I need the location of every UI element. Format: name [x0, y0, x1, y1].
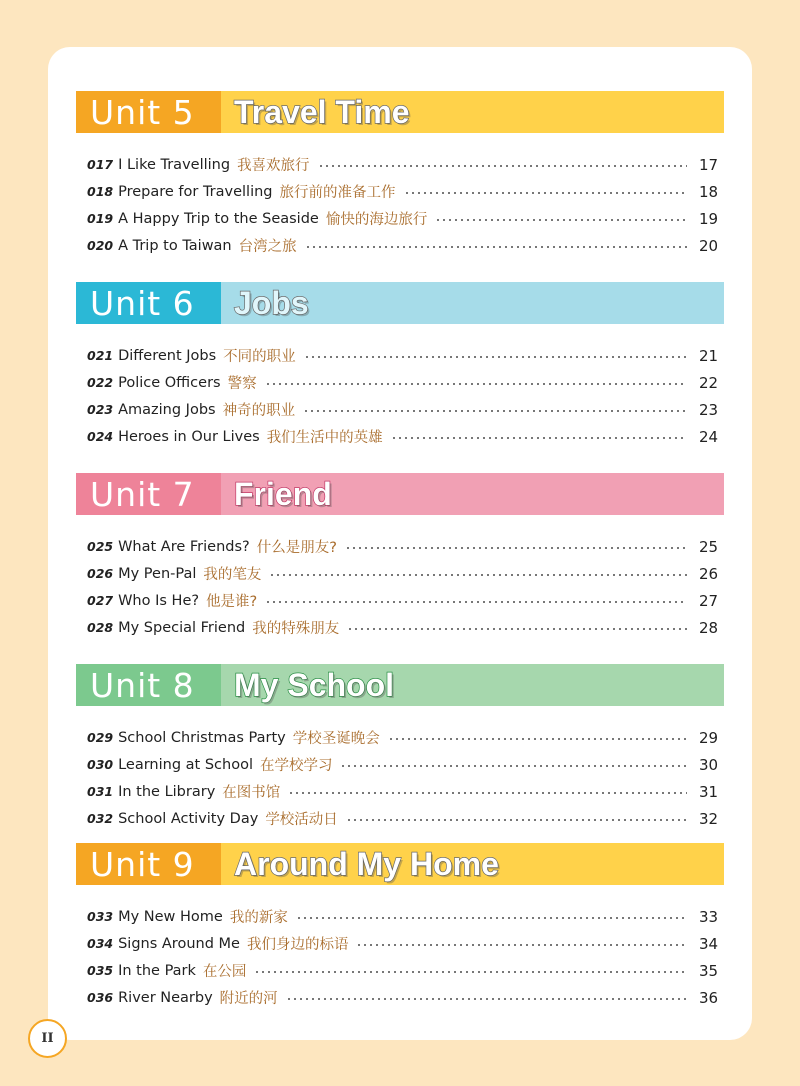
entry-page: 32 [699, 809, 719, 828]
entry-title-en: A Happy Trip to the Seaside [118, 210, 319, 227]
entry-page: 35 [699, 961, 719, 980]
entry-number: 027 [87, 593, 114, 608]
toc-entry[interactable] [87, 778, 717, 805]
dot-leader [303, 410, 687, 412]
dot-leader [340, 765, 687, 767]
toc-entry[interactable] [87, 533, 717, 560]
entry-number: 022 [87, 375, 114, 390]
unit-tag: Unit 9 [76, 843, 221, 885]
entry-page: 20 [699, 236, 719, 255]
entry-title-cn: 旅行前的准备工作 [279, 185, 396, 201]
unit-9-section [76, 843, 724, 1007]
unit-title: My School [234, 666, 395, 703]
unit-banner [76, 664, 724, 706]
entry-page: 28 [699, 618, 719, 637]
entry-page: 34 [699, 934, 719, 953]
toc-entry[interactable] [87, 205, 717, 232]
unit-8-section [76, 664, 724, 828]
dot-leader [265, 383, 687, 385]
entry-title-en: Police Officers [118, 374, 221, 391]
entry-title-en: Learning at School [118, 756, 253, 773]
entry-title-en: My Pen-Pal [118, 565, 197, 582]
entry-number: 028 [87, 620, 114, 635]
toc-entry[interactable] [87, 232, 717, 259]
entry-number: 036 [87, 990, 114, 1005]
entry-title-cn: 我们生活中的英雄 [266, 430, 383, 446]
toc-entry[interactable] [87, 984, 717, 1011]
unit-banner [76, 91, 724, 133]
entry-number: 021 [87, 348, 114, 363]
entry-title-cn: 我的特殊朋友 [252, 621, 340, 637]
entry-page: 36 [699, 988, 719, 1007]
toc-entry[interactable] [87, 342, 717, 369]
unit-tag: Unit 8 [76, 664, 221, 706]
unit-5-section [76, 91, 724, 255]
toc-entry[interactable] [87, 930, 717, 957]
entry-page: 17 [699, 155, 719, 174]
unit-7-section [76, 473, 724, 637]
entry-number: 035 [87, 963, 114, 978]
entry-page: 25 [699, 537, 719, 556]
entry-title-en: Different Jobs [118, 347, 217, 364]
toc-entry[interactable] [87, 614, 717, 641]
dot-leader [304, 356, 687, 358]
entry-number: 033 [87, 909, 114, 924]
entry-page: 29 [699, 728, 719, 747]
entry-number: 031 [87, 784, 114, 799]
entry-title-en: Heroes in Our Lives [118, 428, 260, 445]
entry-number: 024 [87, 429, 114, 444]
entry-page: 33 [699, 907, 719, 926]
unit-6-section [76, 282, 724, 446]
entry-number: 019 [87, 211, 114, 226]
entry-number: 032 [87, 811, 114, 826]
dot-leader [296, 917, 687, 919]
unit-tag: Unit 7 [76, 473, 221, 515]
dot-leader [388, 738, 687, 740]
dot-leader [318, 165, 687, 167]
toc-entry[interactable] [87, 724, 717, 751]
entry-number: 026 [87, 566, 114, 581]
toc-entry[interactable] [87, 423, 717, 450]
entry-title-cn: 附近的河 [219, 991, 278, 1007]
toc-entry[interactable] [87, 396, 717, 423]
entry-number: 018 [87, 184, 114, 199]
entry-title-cn: 愉快的海边旅行 [325, 212, 428, 228]
entry-title-en: In the Library [118, 783, 216, 800]
unit-title: Around My Home [234, 845, 499, 882]
entry-page: 19 [699, 209, 719, 228]
toc-entry[interactable] [87, 957, 717, 984]
dot-leader [288, 792, 687, 794]
entry-page: 30 [699, 755, 719, 774]
entry-title-en: Who Is He? [118, 592, 200, 609]
entry-title-en: My New Home [118, 908, 223, 925]
dot-leader [391, 437, 687, 439]
toc-entry[interactable] [87, 560, 717, 587]
dot-leader [347, 628, 687, 630]
entry-title-cn: 学校活动日 [265, 812, 338, 828]
unit-tag: Unit 6 [76, 282, 221, 324]
entry-number: 017 [87, 157, 114, 172]
entry-title-en: I Like Travelling [118, 156, 231, 173]
entry-title-en: What Are Friends? [118, 538, 250, 555]
entry-title-en: School Christmas Party [118, 729, 286, 746]
unit-banner [76, 282, 724, 324]
entry-title-en: Signs Around Me [118, 935, 240, 952]
entry-number: 029 [87, 730, 114, 745]
dot-leader [346, 819, 687, 821]
entry-title-cn: 我们身边的标语 [246, 937, 349, 953]
dot-leader [435, 219, 687, 221]
entry-page: 21 [699, 346, 719, 365]
dot-leader [269, 574, 687, 576]
page-number: II [28, 1019, 67, 1058]
entry-page: 27 [699, 591, 719, 610]
dot-leader [356, 944, 687, 946]
entry-page: 26 [699, 564, 719, 583]
entry-page: 18 [699, 182, 719, 201]
entry-title-en: In the Park [118, 962, 196, 979]
entry-number: 034 [87, 936, 114, 951]
toc-entry[interactable] [87, 751, 717, 778]
entry-title-cn: 他是谁? [206, 594, 258, 610]
unit-title: Travel Time [234, 93, 410, 130]
entry-title-en: Amazing Jobs [118, 401, 216, 418]
dot-leader [345, 547, 687, 549]
entry-number: 030 [87, 757, 114, 772]
entry-number: 023 [87, 402, 114, 417]
entry-title-cn: 什么是朋友? [256, 540, 337, 556]
entry-title-cn: 神奇的职业 [222, 403, 296, 419]
dot-leader [286, 998, 687, 1000]
unit-title: Jobs [234, 284, 309, 321]
toc-entry[interactable] [87, 178, 717, 205]
entry-title-cn: 台湾之旅 [238, 239, 297, 255]
entry-number: 025 [87, 539, 114, 554]
entry-title-cn: 我喜欢旅行 [237, 158, 310, 174]
unit-banner [76, 473, 724, 515]
toc-entry[interactable] [87, 369, 717, 396]
entry-title-cn: 在图书馆 [222, 785, 281, 801]
entry-page: 31 [699, 782, 719, 801]
entry-page: 24 [699, 427, 719, 446]
entry-title-cn: 警察 [227, 376, 257, 392]
entry-title-en: School Activity Day [118, 810, 259, 827]
entry-title-cn: 我的新家 [229, 910, 288, 926]
entry-title-cn: 在学校学习 [259, 758, 333, 774]
entry-page: 22 [699, 373, 719, 392]
entry-title-cn: 在公园 [202, 964, 247, 980]
toc-entry[interactable] [87, 151, 717, 178]
toc-entry[interactable] [87, 805, 717, 832]
toc-entry[interactable] [87, 903, 717, 930]
entry-title-en: My Special Friend [118, 619, 246, 636]
dot-leader [254, 971, 687, 973]
unit-title: Friend [234, 475, 332, 512]
entry-title-en: A Trip to Taiwan [118, 237, 232, 254]
entry-number: 020 [87, 238, 114, 253]
unit-banner [76, 843, 724, 885]
unit-tag: Unit 5 [76, 91, 221, 133]
dot-leader [305, 246, 687, 248]
entry-page: 23 [699, 400, 719, 419]
dot-leader [404, 192, 687, 194]
entry-title-cn: 我的笔友 [203, 567, 262, 583]
entry-title-en: River Nearby [118, 989, 213, 1006]
entry-title-cn: 不同的职业 [223, 349, 296, 365]
entry-title-cn: 学校圣诞晚会 [292, 731, 380, 747]
entry-title-en: Prepare for Travelling [118, 183, 273, 200]
dot-leader [265, 601, 687, 603]
toc-entry[interactable] [87, 587, 717, 614]
